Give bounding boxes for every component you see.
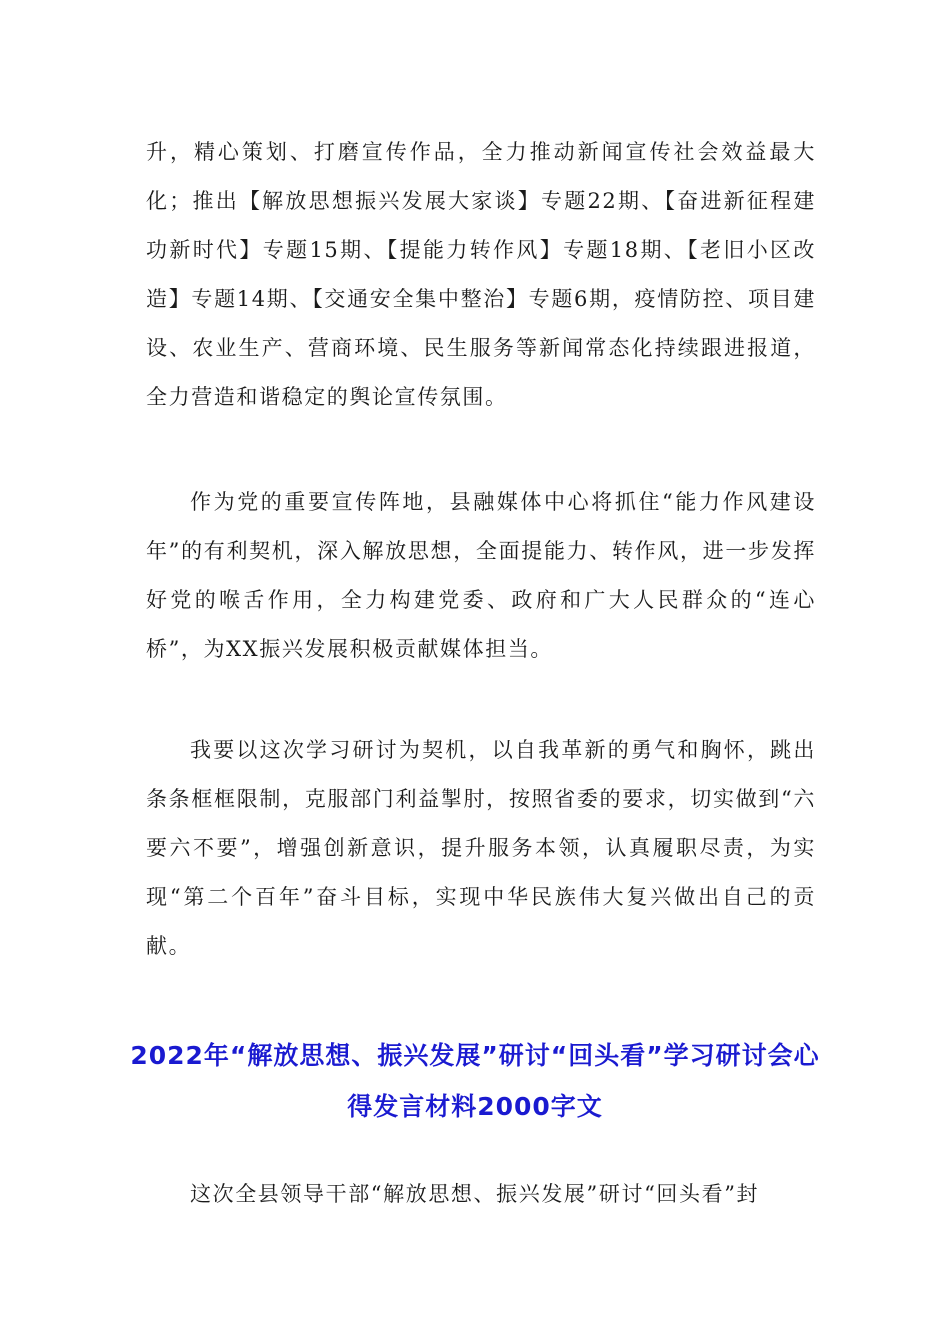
paragraph-media-center: 作为党的重要宣传阵地，县融媒体中心将抓住“能力作风建设年”的有利契机，深入解放思想，全面提能力、转作风，进一步发挥好党的喉舌作用，全力构建党委、政府和广大人民群众的“连心桥”，为XX振兴发展积极贡献媒体担当。 [146,490,816,661]
paragraph-personal-commitment: 我要以这次学习研讨为契机，以自我革新的勇气和胸怀，跳出条条框框限制，克服部门利益掣肘，按照省委的要求，切实做到“六要六不要”，增强创新意识，提升服务本领，认真履职尽责，为实现“第二个百年”奋斗目标，实现中华民族伟大复兴做出自己的贡献。 [146,738,816,958]
paragraph-continuation: 升，精心策划、打磨宣传作品，全力推动新闻宣传社会效益最大化；推出【解放思想振兴发展大家谈】专题22期、【奋进新征程建功新时代】专题15期、【提能力转作风】专题18期、【老旧小区改造】专题14期、【交通安全集中整治】专题6期，疫情防控、项目建设、农业生产、营商环境、民生服务等新闻常态化持续跟进报道，全力营造和谐稳定的舆论宣传氛围。 [146,140,816,409]
section-heading: 2022年“解放思想、振兴发展”研讨“回头看”学习研讨会心得发言材料2000字文 [130,1041,820,1121]
paragraph-intro: 这次全县领导干部“解放思想、振兴发展”研讨“回头看”封 [190,1182,760,1206]
